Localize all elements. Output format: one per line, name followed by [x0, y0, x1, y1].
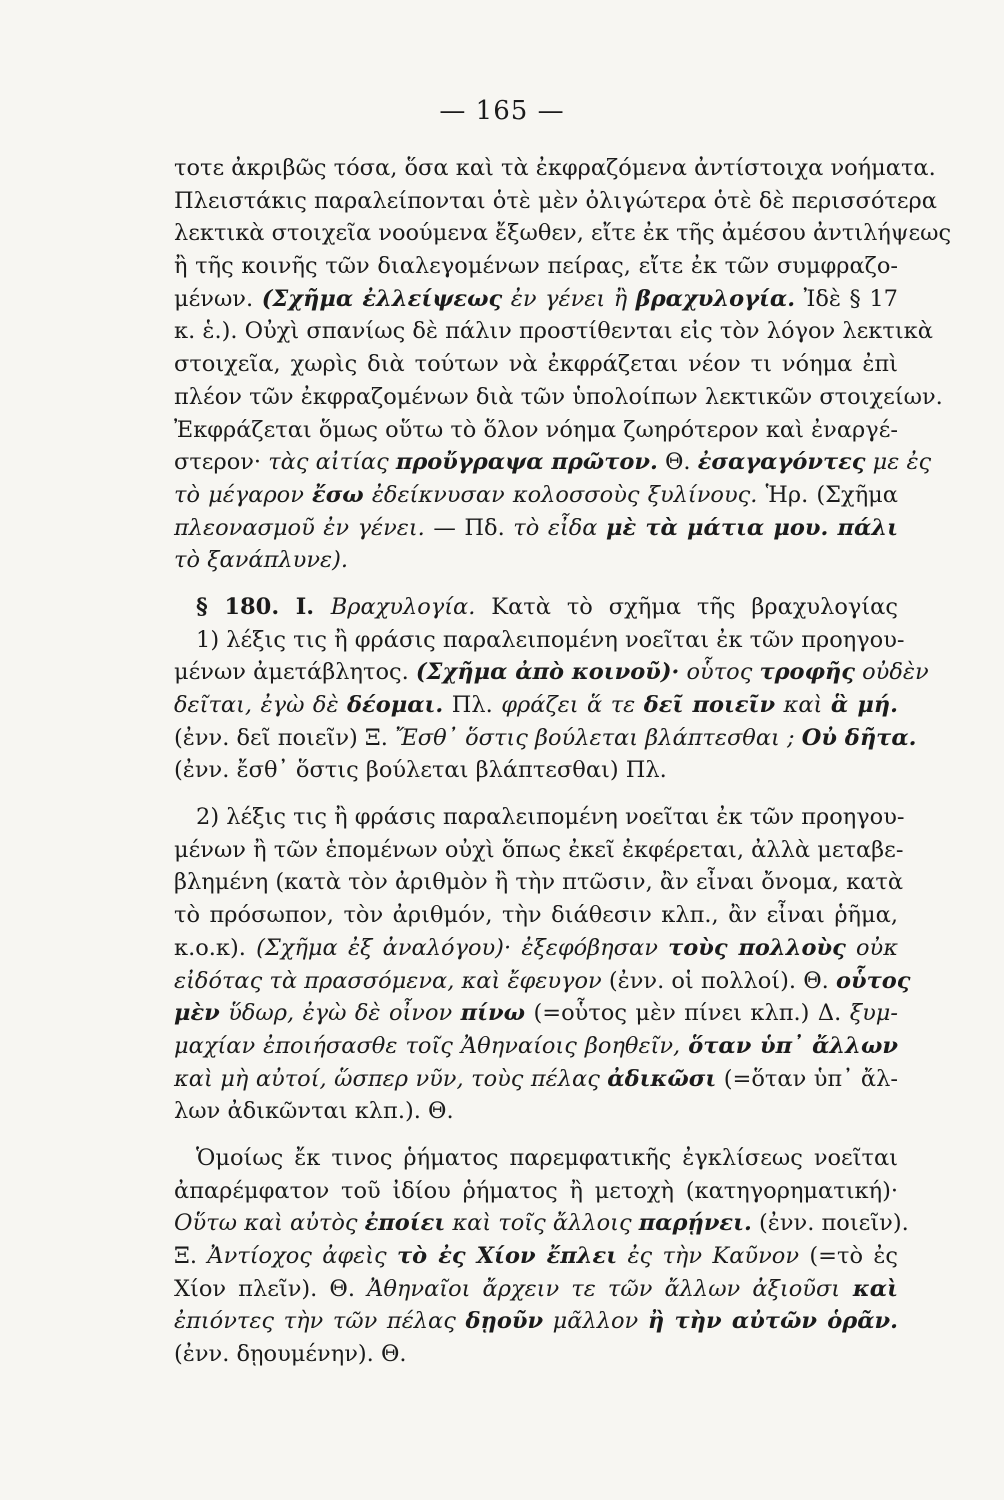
text-line: [174, 801, 905, 834]
text-line: [174, 932, 898, 965]
text-run: (Σχῆμα ἐλλείψεως: [261, 285, 503, 312]
text-run: Θ.: [657, 449, 698, 476]
text-line: [174, 1305, 898, 1338]
text-run: μὲ τὰ μάτια μου. πάλι: [606, 514, 898, 541]
text-run: ἐπιόντες τὴν τῶν πέλας: [174, 1308, 466, 1335]
text-run: μένων ἢ τῶν ἑπομένων οὐχὶ ὅπως ἐκεῖ ἐκφέρεται, ἀλλὰ μεταβε-: [174, 836, 904, 863]
text-run: ξυμ-: [849, 1000, 898, 1027]
text-run: δέομαι.: [347, 692, 444, 718]
text-run: προὔγραψα πρῶτον.: [395, 449, 658, 476]
text-line: [174, 446, 932, 479]
text-line: [174, 1273, 898, 1306]
text-line: [174, 512, 898, 545]
text-run: φράζει ἅ τε: [501, 692, 644, 718]
text-line: [174, 899, 898, 932]
text-run: ἔσω: [312, 481, 364, 508]
text-line: [174, 624, 905, 657]
text-line: [174, 1338, 898, 1371]
text-run: τὸ ξανάπλυνε).: [174, 547, 349, 574]
text-run: Ἔσθ᾽ ὅστις βούλεται βλάπτεσθαι ;: [395, 724, 802, 751]
body-text: [174, 152, 952, 1371]
text-run: (ἐνν. ἔσθ᾽ ὅστις βούλεται βλάπτεσθαι) Πλ.: [174, 757, 667, 784]
text-run: στοιχεῖα, χωρὶς διὰ τούτων νὰ ἐκφράζεται νέον τι νόημα ἐπὶ: [174, 351, 898, 378]
text-line: [174, 754, 898, 787]
text-run: Ἀντίοχος ἀφεὶς: [207, 1243, 398, 1269]
text-line: [174, 1030, 898, 1063]
text-run: μαχίαν ἐποιήσασθε τοῖς Ἀθηναίοις βοηθεῖν,: [174, 1032, 689, 1059]
text-run: οὐδὲν: [854, 659, 929, 686]
text-line: [174, 250, 898, 283]
text-run: (ἐνν. οἱ πολλοί). Θ.: [601, 967, 836, 994]
text-run: Πλ.: [443, 692, 502, 718]
text-run: τὸ ἐς Χίον ἔπλει: [397, 1243, 618, 1269]
text-line: [174, 414, 898, 447]
text-run: δεῖ ποιεῖν: [643, 692, 776, 718]
text-run: δεῖται, ἐγὼ δὲ: [174, 692, 348, 718]
text-run: ἐσαγαγόντες: [697, 449, 866, 476]
text-run: οὐκ: [845, 934, 898, 961]
text-run: 2) λέξις τις ἢ φράσις παραλειπομένη νοεῖται ἐκ τῶν προηγου-: [196, 804, 905, 831]
text-run: (ἐνν. δεῖ ποιεῖν) Ξ.: [174, 724, 396, 751]
page-number: — 165 —: [439, 96, 565, 126]
text-run: με ἐς: [865, 449, 932, 476]
text-run: καὶ: [775, 692, 831, 718]
text-run: ὕδωρ, ἐγὼ δὲ οἶνον: [219, 1000, 461, 1027]
text-run: Πλειστάκις παραλείπονται ὁτὲ μὲν ὀλιγώτερα ὁτὲ δὲ περισσότερα: [174, 187, 937, 214]
text-run: μένων ἀμετάβλητος.: [174, 659, 416, 686]
text-line: [174, 348, 898, 381]
text-run: (ἐνν. δῃουμένην). Θ.: [174, 1341, 407, 1368]
text-run: § 180. I.: [196, 593, 331, 620]
text-line: [174, 866, 904, 899]
text-run: μὲν: [174, 1000, 220, 1027]
text-run: (=τὸ ἐς: [799, 1243, 899, 1269]
text-run: Βραχυλογία.: [330, 593, 476, 620]
text-run: ἀπαρέμφατον τοῦ ἰδίου ῥήματος ἢ μετοχὴ (κατηγορηματική)·: [174, 1177, 898, 1204]
text-run: Ἡρ. (Σχῆμα: [757, 481, 898, 508]
text-line: [174, 381, 943, 414]
text-run: κ.ο.κ).: [174, 934, 257, 961]
text-run: τὰς αἰτίας: [268, 449, 396, 476]
text-run: μένων.: [174, 285, 262, 312]
text-run: τὸ μέγαρον: [174, 481, 313, 508]
text-run: δῃοῦν: [465, 1308, 544, 1335]
text-run: Ξ.: [174, 1243, 208, 1269]
text-run: Οὕτω καὶ αὐτὸς: [174, 1210, 365, 1237]
text-run: τοτε ἀκριβῶς τόσα, ὅσα καὶ τὰ ἐκφραζόμενα ἀντίστοιχα νοήματα.: [174, 155, 936, 181]
text-run: (ἐνν. ποιεῖν).: [751, 1210, 909, 1237]
text-run: Κατὰ τὸ σχῆμα τῆς βραχυλογίας: [475, 593, 898, 620]
text-run: καὶ: [840, 1275, 898, 1302]
text-line: [174, 997, 898, 1030]
text-run: λεκτικὰ στοιχεῖα νοούμενα ἔξωθεν, εἴτε ἐκ τῆς ἀμέσου ἀντιλήψεως: [174, 220, 952, 247]
text-line: [174, 544, 898, 577]
text-line: [174, 1063, 898, 1096]
text-run: εἰδότας τὰ πρασσόμενα, καὶ ἔφευγον: [174, 967, 602, 994]
text-run: (=ὅταν ὑπ᾽ ἄλ-: [716, 1065, 898, 1092]
text-line: [174, 834, 904, 867]
text-run: (Σχῆμα ἀπὸ κοινοῦ)·: [415, 659, 680, 686]
text-line: [174, 185, 937, 218]
text-run: πλεονασμοῦ ἐν γένει.: [174, 514, 425, 541]
text-line: [174, 1240, 898, 1273]
text-run: τὸ πρόσωπον, τὸν ἀριθμόν, τὴν διάθεσιν κλπ., ἂν εἶναι ῥῆμα,: [174, 902, 898, 929]
text-run: (=οὗτος μὲν πίνει κλπ.) Δ.: [525, 1000, 850, 1027]
text-run: ἢ τῆς κοινῆς τῶν διαλεγομένων πείρας, εἴτε ἐκ τῶν συμφραζο-: [174, 253, 898, 280]
text-run: καὶ μὴ αὐτοί, ὥσπερ νῦν, τοὺς πέλας: [174, 1065, 608, 1092]
text-line: [174, 217, 952, 250]
text-line: [174, 479, 898, 512]
text-run: οὗτος: [835, 967, 911, 994]
text-run: λων ἀδικῶνται κλπ.). Θ.: [174, 1098, 454, 1125]
text-run: οὗτος: [679, 659, 760, 686]
text-run: ἃ μή.: [830, 692, 898, 718]
text-run: παρῄνει.: [638, 1210, 752, 1237]
text-line: [174, 152, 936, 185]
text-run: καὶ τοῖς ἄλλοις: [445, 1210, 639, 1237]
text-run: τροφῆς: [759, 659, 855, 686]
text-run: (Σχῆμα ἐξ ἀναλόγου)· ἐξεφόβησαν: [256, 934, 669, 961]
text-run: Ἀθηναῖοι ἄρχειν τε τῶν ἄλλων ἀξιοῦσι: [367, 1275, 841, 1302]
text-run: ἐν γένει ἢ: [502, 285, 636, 312]
text-line: [174, 722, 917, 755]
text-line: [174, 1175, 898, 1208]
text-run: ὅταν ὑπ᾽ ἄλλων: [688, 1032, 898, 1059]
text-run: Χίον πλεῖν). Θ.: [174, 1275, 368, 1302]
text-run: τοὺς πολλοὺς: [668, 934, 846, 961]
text-run: βλημένη (κατὰ τὸν ἀριθμὸν ἢ τὴν πτῶσιν, ἂν εἶναι ὄνομα, κατὰ: [174, 869, 904, 896]
text-run: ἐδείκνυσαν κολοσσοὺς ξυλίνους.: [363, 481, 758, 508]
text-run: Ἐκφράζεται ὅμως οὕτω τὸ ὅλον νόημα ζωηρότερον καὶ ἐναργέ-: [174, 416, 898, 443]
text-line: [174, 591, 898, 624]
text-line: [174, 315, 933, 348]
text-run: ἐς τὴν Καῦνον: [617, 1243, 800, 1269]
text-run: ἐποίει: [364, 1210, 446, 1237]
text-run: Ἰδὲ § 17: [795, 285, 898, 312]
text-run: Οὐ δῆτα.: [801, 724, 917, 751]
text-line: [174, 283, 898, 316]
text-run: πίνω: [460, 1000, 526, 1027]
text-run: κ. ἑ.). Οὐχὶ σπανίως δὲ πάλιν προστίθενται εἰς τὸν λόγον λεκτικὰ: [174, 318, 933, 345]
text-run: — Πδ.: [424, 514, 514, 541]
text-run: βραχυλογία.: [635, 285, 796, 312]
text-run: ἢ τὴν αὐτῶν ὁρᾶν.: [647, 1308, 898, 1335]
text-run: Ὁμοίως ἔκ τινος ῥήματος παρεμφατικῆς ἐγκλίσεως νοεῖται: [196, 1144, 898, 1171]
text-run: 1) λέξις τις ἢ φράσις παραλειπομένη νοεῖται ἐκ τῶν προηγου-: [196, 626, 905, 653]
text-run: τὸ εἶδα: [513, 514, 606, 541]
text-line: [174, 689, 898, 722]
text-line: [174, 1095, 898, 1128]
text-line: [174, 1207, 909, 1240]
text-line: [174, 1142, 898, 1175]
text-run: μᾶλλον: [543, 1308, 648, 1335]
text-run: πλέον τῶν ἐκφραζομένων διὰ τῶν ὑπολοίπων λεκτικῶν στοιχείων.: [174, 383, 943, 410]
text-line: [174, 656, 929, 689]
text-line: [174, 965, 911, 998]
text-run: ἀδικῶσι: [607, 1065, 717, 1092]
text-run: στερον·: [174, 449, 269, 476]
